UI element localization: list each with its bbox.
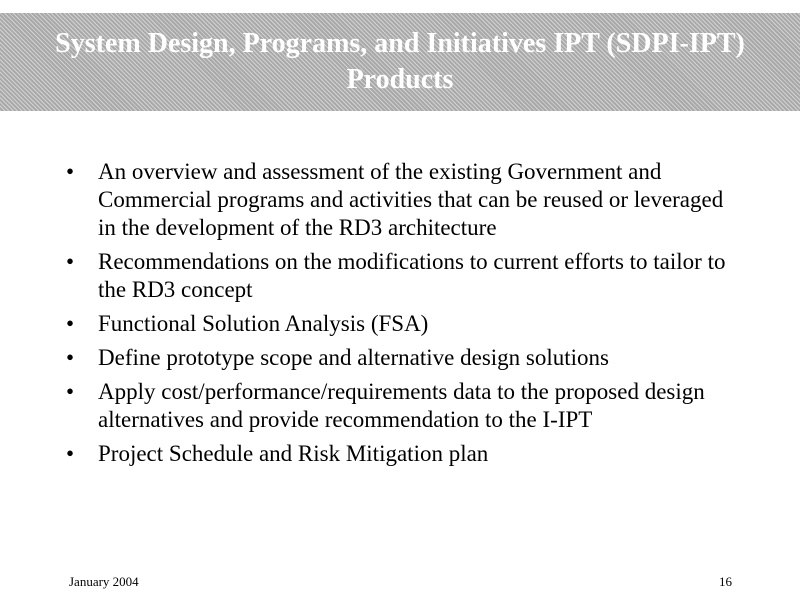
bullet-dot-icon: • bbox=[66, 311, 75, 336]
slide-title-line-1: System Design, Programs, and Initiatives IPT (SDPI-IPT) bbox=[55, 28, 745, 59]
footer-date: January 2004 bbox=[69, 574, 139, 589]
bullet-list bbox=[66, 158, 746, 474]
slide-title-line-2: Products bbox=[346, 64, 454, 95]
bullet-text: Recommendations on the modifications to current efforts to tailor to the RD3 concept bbox=[98, 249, 726, 302]
bullet-item bbox=[66, 310, 746, 338]
bullet-text: Project Schedule and Risk Mitigation plan bbox=[98, 441, 489, 466]
bullet-text: Define prototype scope and alternative design solutions bbox=[98, 345, 609, 370]
bullet-text: Apply cost/performance/requirements data to the proposed design alternatives and provide recommendation to the I-IPT bbox=[98, 379, 705, 432]
bullet-dot-icon: • bbox=[66, 441, 75, 466]
bullet-item bbox=[66, 344, 746, 372]
bullet-item bbox=[66, 440, 746, 468]
bullet-text: Functional Solution Analysis (FSA) bbox=[98, 311, 429, 336]
bullet-dot-icon: • bbox=[66, 159, 75, 184]
bullet-item bbox=[66, 378, 746, 434]
bullet-dot-icon: • bbox=[66, 345, 75, 370]
bullet-item bbox=[66, 158, 746, 242]
bullet-dot-icon: • bbox=[66, 249, 75, 274]
footer-page-number: 16 bbox=[719, 574, 732, 589]
bullet-item bbox=[66, 248, 746, 304]
bullet-text: An overview and assessment of the existing Government and Commercial programs and activities that can be reused or leveraged in the development of the RD3 architecture bbox=[98, 159, 724, 240]
bullet-dot-icon: • bbox=[66, 379, 75, 404]
slide-title bbox=[0, 26, 800, 98]
